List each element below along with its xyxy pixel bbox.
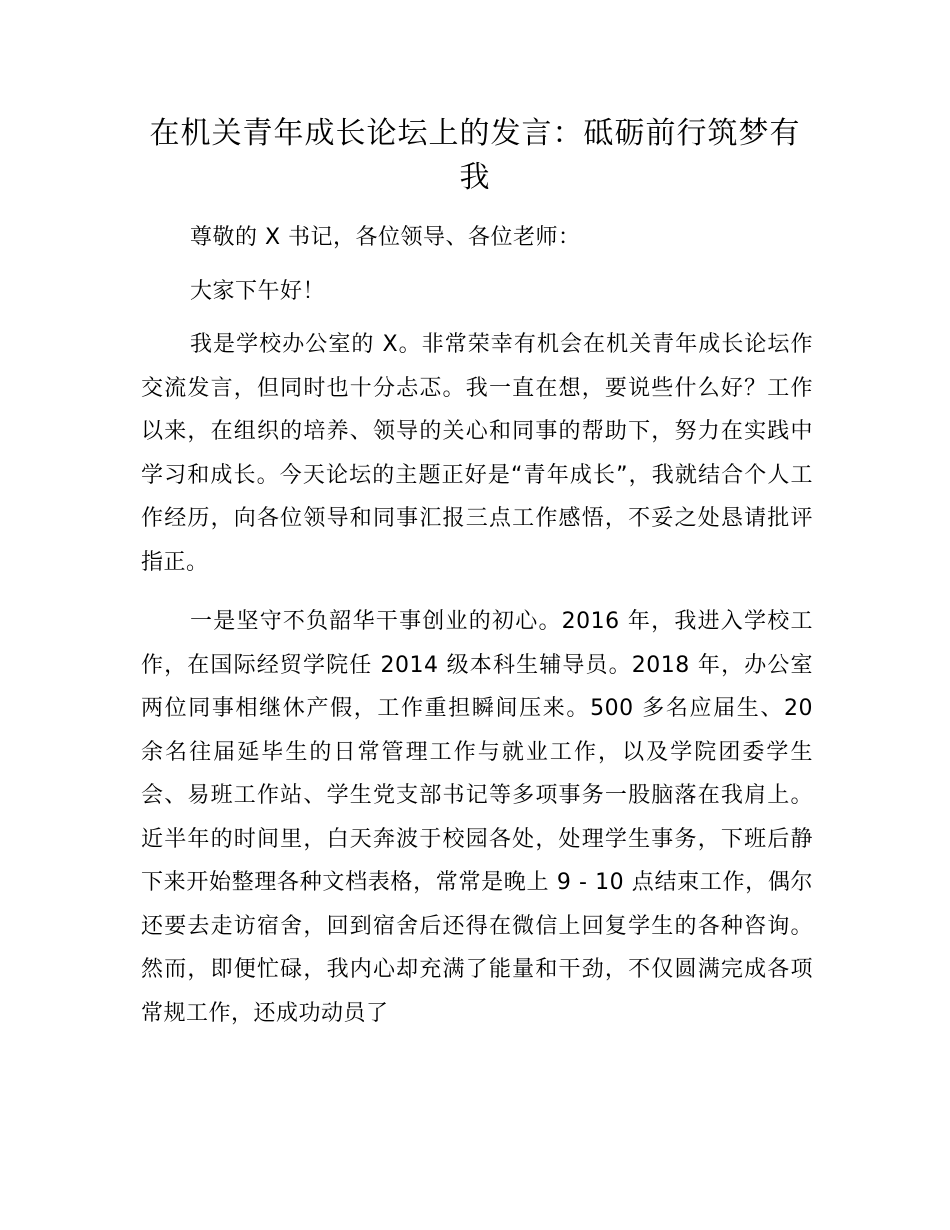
salutation-paragraph: 尊敬的 X 书记，各位领导、各位老师： xyxy=(190,225,581,250)
document-title: 在机关青年成长论坛上的发言：砥砺前行筑梦有我 xyxy=(149,116,801,195)
document-body xyxy=(141,216,813,1035)
greeting-paragraph: 大家下午好！ xyxy=(190,278,326,304)
point-one-paragraph: 一是坚守不负韶华干事创业的初心。2016 年，我进入学校工作，在国际经贸学院任 2014 级本科生辅导员。2018 年，办公室两位同事相继休产假，工作重担瞬间压来。500 多名应届生、20 余名往届延毕生的日常管理工作与就业工作，以及学院团委学生会、易班工作站、学生党支部书记等多项事务一股脑落在我肩上。近半年的时间里，白天奔波于校园各处，处理学生事务，下班后静下来开始整理各种文档表格，常常是晚上 9 - 10 点结束工作，偶尔还要去走访宿舍，回到宿舍后还得在微信上回复学生的各种咨询。然而，即便忙碌，我内心却充满了能量和干劲，不仅圆满完成各项常规工作，还成功动员了 xyxy=(141,609,813,1026)
intro-paragraph: 我是学校办公室的 X。非常荣幸有机会在机关青年成长论坛作交流发言，但同时也十分忐忑。我一直在想，要说些什么好？工作以来，在组织的培养、领导的关心和同事的帮助下，努力在实践中学习和成长。今天论坛的主题正好是“青年成长”，我就结合个人工作经历，向各位领导和同事汇报三点工作感悟，不妥之处恳请批评指正。 xyxy=(141,332,813,575)
